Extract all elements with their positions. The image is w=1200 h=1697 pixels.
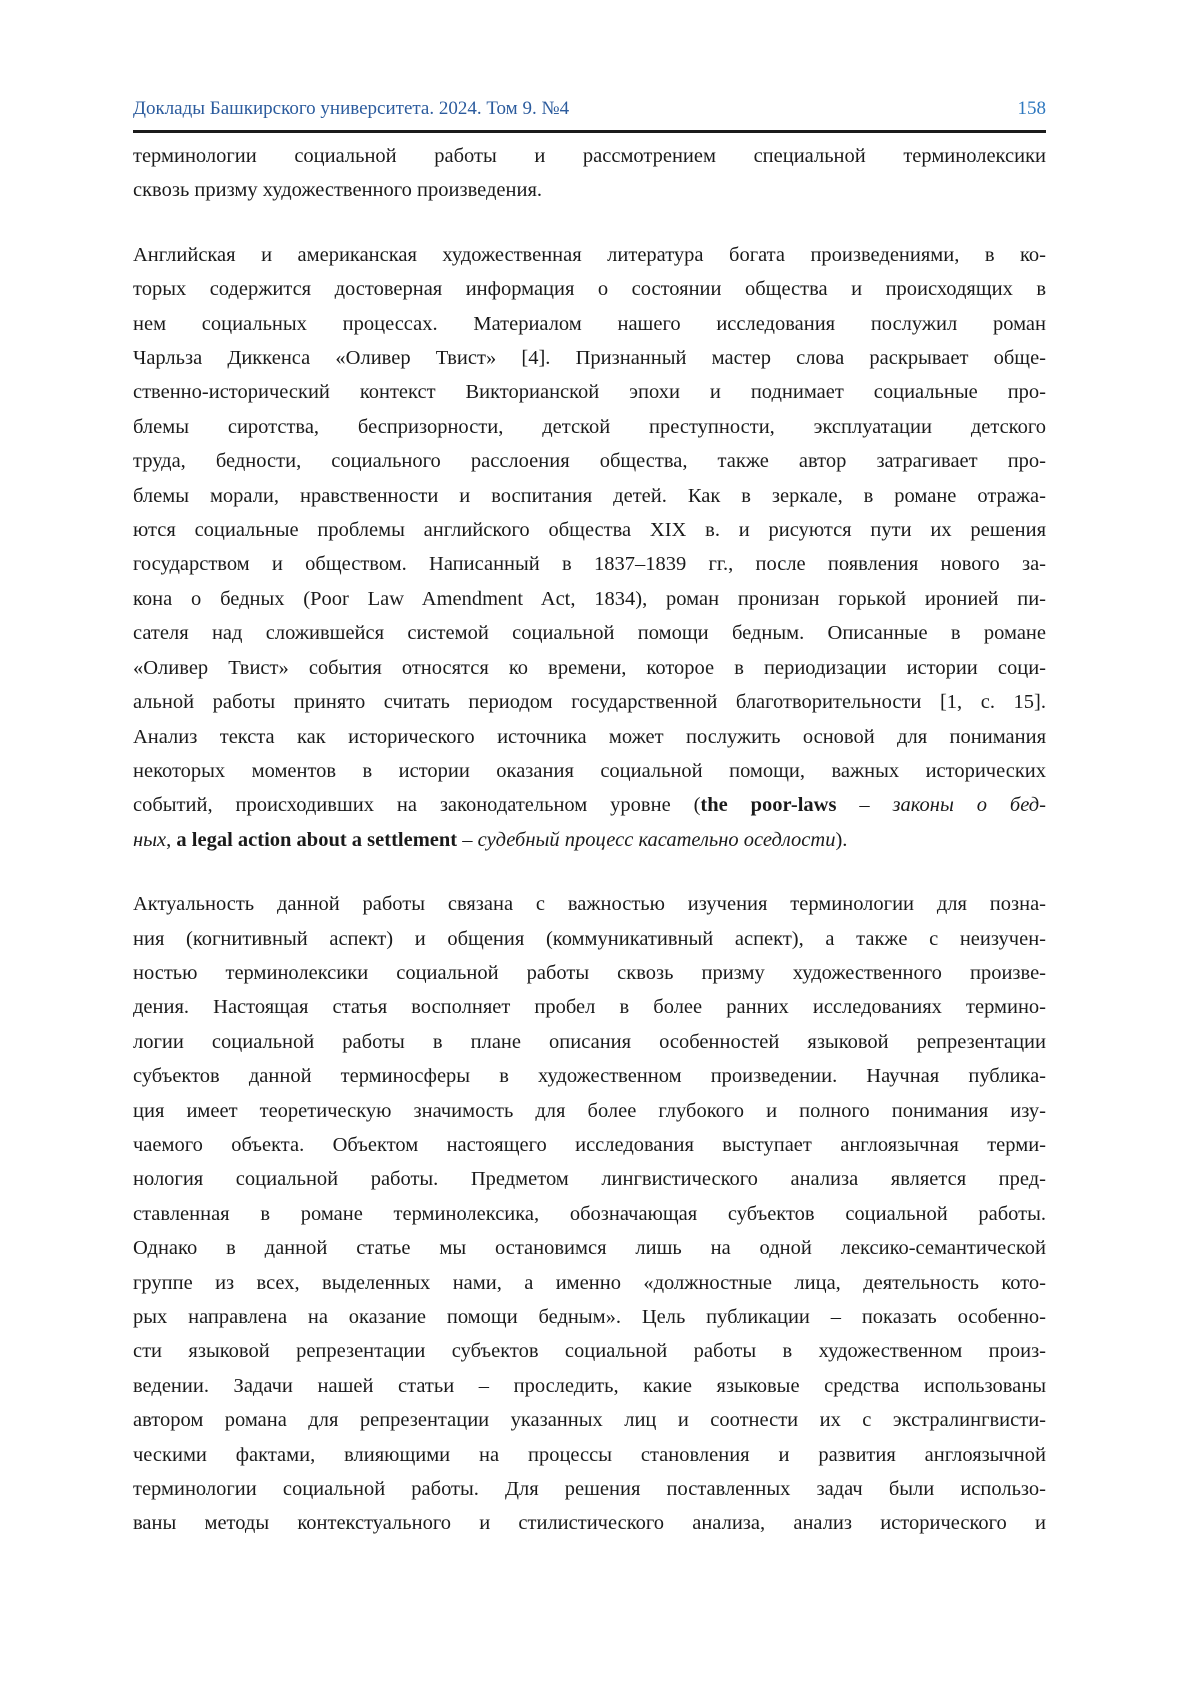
body-text: рых направлена на оказание помощи бедным». Цель публикации – показать особенно- bbox=[133, 1306, 1046, 1328]
running-header bbox=[133, 97, 1046, 121]
paragraph bbox=[133, 139, 1046, 208]
text-line bbox=[133, 990, 1046, 1024]
body-text: Анализ текста как исторического источника может послужить основой для понимания bbox=[133, 725, 1046, 748]
text-line bbox=[133, 1266, 1046, 1300]
text-line bbox=[133, 410, 1046, 444]
text-line bbox=[133, 1162, 1046, 1196]
text-line bbox=[133, 547, 1046, 581]
text-line bbox=[133, 341, 1046, 375]
body-text: нология социальной работы. Предметом лингвистического анализа является пред- bbox=[133, 1168, 1046, 1191]
text-line bbox=[133, 139, 1046, 173]
page-number: 158 bbox=[1017, 98, 1046, 119]
text-line bbox=[133, 1059, 1046, 1093]
body-text: альной работы принято считать периодом государственной благотворительности [1, с. 15]. bbox=[133, 691, 1046, 714]
text-line bbox=[133, 444, 1046, 478]
text-line bbox=[133, 651, 1046, 685]
text-line bbox=[133, 238, 1046, 272]
body-text: торых содержится достоверная информация о состоянии общества и происходящих в bbox=[133, 278, 1046, 301]
body-text: ностью терминолексики социальной работы сквозь призму художественного произве- bbox=[133, 961, 1046, 984]
text-line bbox=[133, 1300, 1046, 1334]
text-line bbox=[133, 720, 1046, 754]
bold-term: a legal action about a settlement bbox=[176, 828, 458, 851]
body-text: «Оливер Твист» события относятся ко времени, которое в периодизации истории соци- bbox=[133, 656, 1046, 679]
body-text: нем социальных процессах. Материалом нашего исследования послужил роман bbox=[133, 312, 1046, 335]
text-line bbox=[133, 1231, 1046, 1265]
body-text: событий, происходивших на законодательном уровне ( bbox=[133, 794, 701, 817]
body-text: автором романа для репрезентации указанных лиц и соотнести их с экстралингвисти- bbox=[133, 1409, 1046, 1432]
text-line bbox=[133, 685, 1046, 719]
italic-translation: законы о бед- bbox=[892, 794, 1047, 817]
body-text: государством и обществом. Написанный в 1837–1839 гг., после появления нового за- bbox=[133, 553, 1046, 576]
body-text: сателя над сложившейся системой социальной помощи бедным. Описанные в романе bbox=[133, 622, 1046, 645]
paragraph bbox=[133, 238, 1046, 857]
body-text: ваны методы контекстуального и стилистического анализа, анализ исторического и bbox=[133, 1512, 1046, 1535]
text-line bbox=[133, 1025, 1046, 1059]
text-line bbox=[133, 479, 1046, 513]
text-line bbox=[133, 307, 1046, 341]
text-line bbox=[133, 956, 1046, 990]
body-text: группе из всех, выделенных нами, а именно «должностные лица, деятельность кото- bbox=[133, 1271, 1046, 1294]
text-line bbox=[133, 922, 1046, 956]
body-text: Актуальность данной работы связана с важностью изучения терминологии для позна- bbox=[133, 893, 1046, 916]
text-line bbox=[133, 1334, 1046, 1368]
text-line bbox=[133, 754, 1046, 788]
body-text: – bbox=[457, 828, 478, 851]
text-line bbox=[133, 1403, 1046, 1437]
body-text: Чарльза Диккенса «Оливер Твист» [4]. Признанный мастер слова раскрывает обще- bbox=[133, 347, 1046, 370]
text-line bbox=[133, 616, 1046, 650]
body-text: Английская и американская художественная литература богата произведениями, в ко- bbox=[133, 243, 1046, 266]
text-line bbox=[133, 582, 1046, 616]
text-line bbox=[133, 272, 1046, 306]
body-text: субъектов данной терминосферы в художественном произведении. Научная публика- bbox=[133, 1065, 1046, 1088]
body-text: ются социальные проблемы английского общества XIX в. и рисуются пути их решения bbox=[133, 519, 1046, 542]
paragraph bbox=[133, 887, 1046, 1541]
body-text: сти языковой репрезентации субъектов социальной работы в художественном произ- bbox=[133, 1340, 1046, 1363]
page-body bbox=[133, 139, 1046, 1541]
body-text: терминологии социальной работы и рассмотрением специальной терминолексики bbox=[133, 145, 1046, 167]
text-line bbox=[133, 823, 1046, 857]
body-text: ственно-исторический контекст Викторианской эпохи и поднимает социальные про- bbox=[133, 381, 1046, 404]
body-text: блемы сиротства, беспризорности, детской преступности, эксплуатации детского bbox=[133, 415, 1046, 438]
text-line bbox=[133, 887, 1046, 921]
body-text: чаемого объекта. Объектом настоящего исследования выступает англоязычная терми- bbox=[133, 1133, 1046, 1156]
text-line bbox=[133, 1472, 1046, 1506]
body-text: Однако в данной статье мы остановимся лишь на одной лексико-семантической bbox=[133, 1237, 1046, 1260]
italic-translation: судебный процесс касательно оседлости bbox=[477, 828, 836, 851]
text-line bbox=[133, 1197, 1046, 1231]
body-text: логии социальной работы в плане описания особенностей языковой репрезентации bbox=[133, 1030, 1046, 1053]
text-line bbox=[133, 1438, 1046, 1472]
journal-title: Доклады Башкирского университета. 2024. Том 9. №4 bbox=[133, 98, 570, 119]
body-text: ция имеет теоретическую значимость для более глубокого и полного понимания изу- bbox=[133, 1099, 1046, 1122]
text-line bbox=[133, 173, 1046, 207]
text-line bbox=[133, 1506, 1046, 1540]
body-text: некоторых моментов в истории оказания социальной помощи, важных исторических bbox=[133, 759, 1046, 782]
body-text: ведении. Задачи нашей статьи – проследить, какие языковые средства использованы bbox=[133, 1374, 1046, 1397]
italic-translation: ных bbox=[133, 828, 167, 851]
text-line bbox=[133, 375, 1046, 409]
text-line bbox=[133, 1128, 1046, 1162]
body-text: кона о бедных (Poor Law Amendment Act, 1834), роман пронизан горькой иронией пи- bbox=[133, 587, 1046, 610]
body-text: ставленная в романе терминолексика, обозначающая субъектов социальной работы. bbox=[133, 1202, 1046, 1225]
body-text: труда, бедности, социального расслоения общества, также автор затрагивает про- bbox=[133, 450, 1046, 473]
text-line bbox=[133, 788, 1046, 822]
bold-term: the poor-laws bbox=[700, 794, 837, 817]
body-text: , bbox=[166, 828, 177, 851]
text-line bbox=[133, 513, 1046, 547]
body-text: блемы морали, нравственности и воспитания детей. Как в зеркале, в романе отража- bbox=[133, 484, 1046, 507]
body-text: ). bbox=[835, 828, 848, 851]
body-text: сквозь призму художественного произведения. bbox=[133, 179, 542, 202]
body-text: ческими фактами, влияющими на процессы становления и развития англоязычной bbox=[133, 1443, 1046, 1466]
body-text: дения. Настоящая статья восполняет пробел в более ранних исследованиях термино- bbox=[133, 996, 1046, 1019]
body-text: – bbox=[836, 794, 893, 817]
text-line bbox=[133, 1369, 1046, 1403]
header-rule bbox=[133, 130, 1046, 133]
text-line bbox=[133, 1094, 1046, 1128]
body-text: ния (когнитивный аспект) и общения (коммуникативный аспект), а также с неизучен- bbox=[133, 927, 1046, 950]
body-text: терминологии социальной работы. Для решения поставленных задач были использо- bbox=[133, 1478, 1046, 1501]
